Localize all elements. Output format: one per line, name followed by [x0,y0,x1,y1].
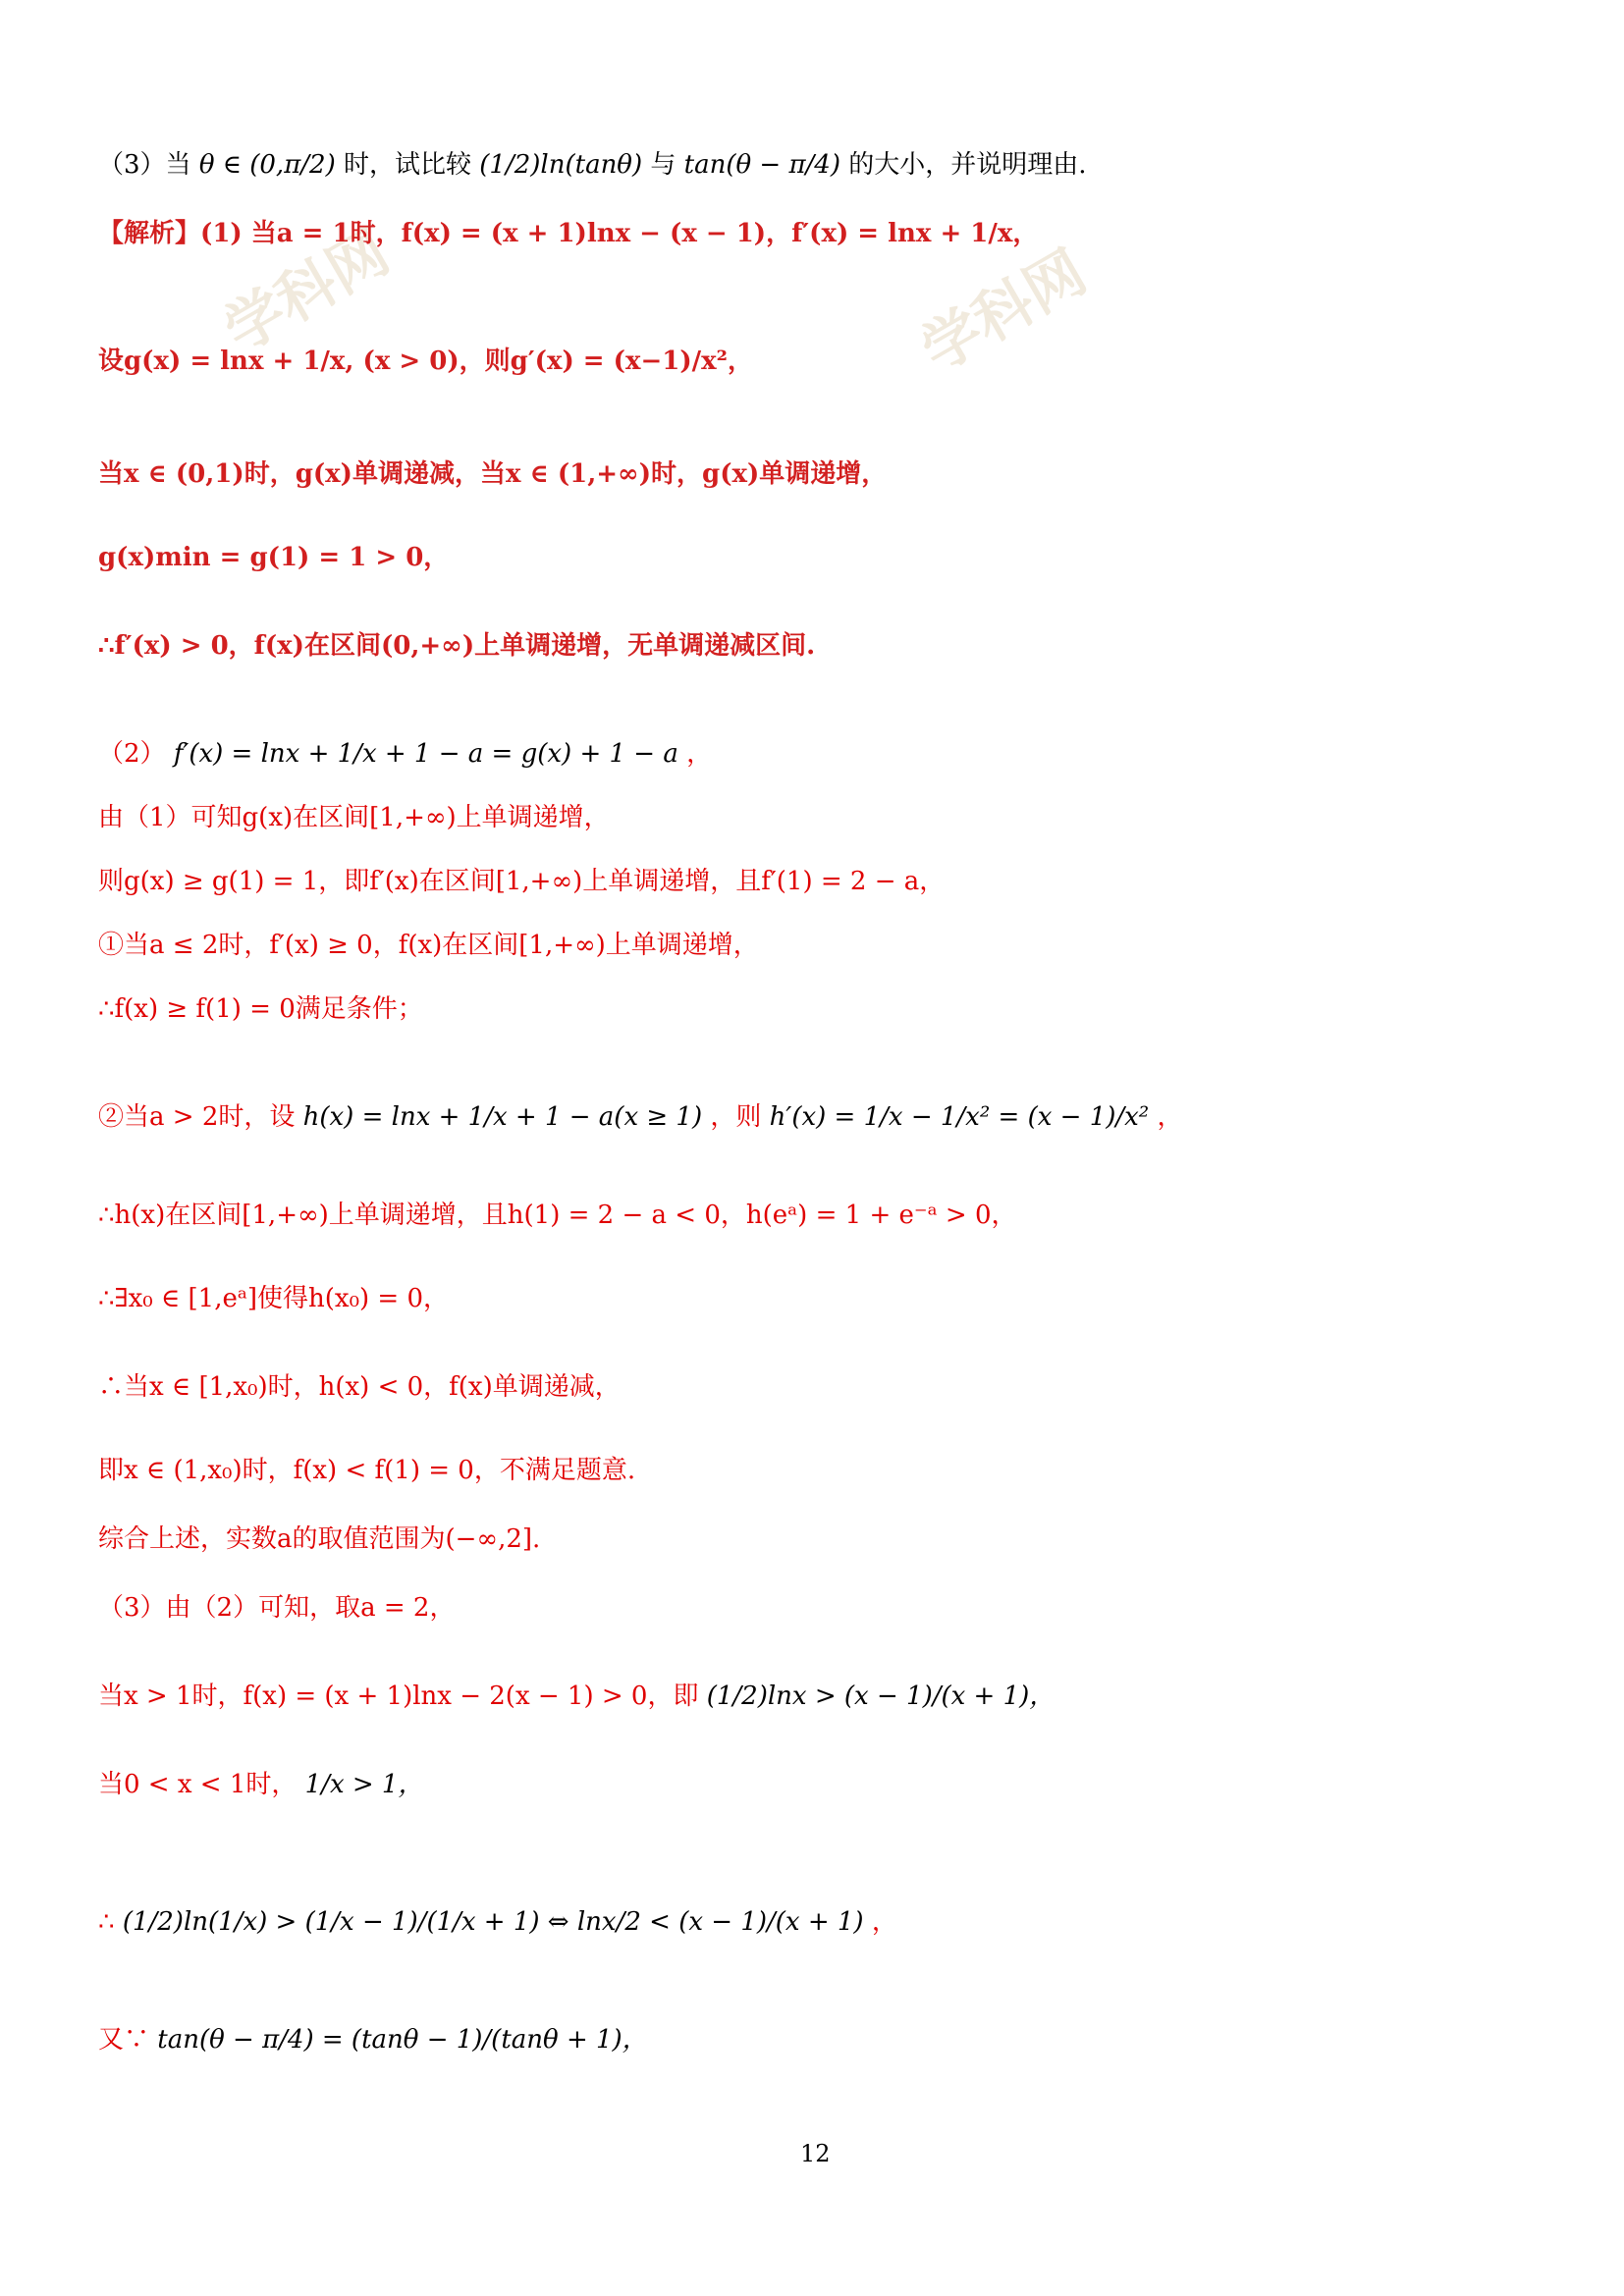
solution-1-line-5: ∴f′(x) > 0，f(x)在区间(0,+∞)上单调递增，无单调递减区间. [98,631,816,661]
sol2-l6-comma: ， [1157,1102,1183,1132]
h-derivative: h′(x) = 1/x − 1/x² = (x − 1)/x² [769,1102,1150,1132]
sol2-line-7: ∴h(x)在区间[1,+∞)上单调递增，且h(1) = 2 − a < 0，h(eᵃ) = 1 + e⁻ᵃ > 0， [98,1201,1017,1230]
because-symbol: 又∵ [98,2025,150,2055]
q3-and: 与 [650,150,677,180]
sol2-line-11: 综合上述，实数a的取值范围为(−∞,2]. [98,1524,541,1554]
sol3-l3-ineq: 1/x > 1， [304,1770,424,1799]
watermark: 学科网 [213,218,401,366]
sol3-line-3 [98,1767,423,1802]
solution-1-line-3: 当x ∈ (0,1)时，g(x)单调递减，当x ∈ (1,+∞)时，g(x)单调递增， [98,459,888,489]
sol2-line-2: 由（1）可知g(x)在区间[1,+∞)上单调递增， [98,803,610,832]
analysis-tag: 【解析】 [98,219,201,248]
sol2-line-3: 则g(x) ≥ g(1) = 1，即f′(x)在区间[1,+∞)上单调递增，且f′(1) = 2 − a， [98,867,946,896]
q3-mid: 时，试比较 [344,150,472,180]
q3-theta-cond: θ ∈ (0,π/2) [198,150,336,180]
sol2-label: （2） [98,739,166,769]
question-3 [98,147,1087,183]
solution-1-line-1 [98,216,1038,251]
therefore-symbol: ∴ [98,1907,115,1937]
solution-1-line-2: 设g(x) = lnx + 1/x, (x > 0)，则g′(x) = (x−1)/x²， [98,347,754,376]
solution-1-line-4: g(x)min = g(1) = 1 > 0， [98,543,450,572]
sol3-line-5 [98,2022,648,2057]
sol2-line-6 [98,1099,1183,1135]
sol2-line-10: 即x ∈ (1,x₀)时，f(x) < f(1) = 0，不满足题意. [98,1456,636,1485]
q3-prefix: （3）当 [98,150,191,180]
q3-suffix: 的大小，并说明理由. [848,150,1087,180]
h-definition: h(x) = lnx + 1/x + 1 − a(x ≥ 1) [302,1102,703,1132]
tan-identity: tan(θ − π/4) = (tanθ − 1)/(tanθ + 1)， [157,2025,648,2055]
sol3-line-2 [98,1679,1055,1714]
case2-intro: ②当a > 2时，设 [98,1102,296,1132]
sol2-line-5: ∴f(x) ≥ f(1) = 0满足条件； [98,994,423,1024]
sol3-l2-text: 当x > 1时，f(x) = (x + 1)lnx − 2(x − 1) > 0，即 [98,1682,699,1711]
sol2-fprime: f′(x) = lnx + 1/x + 1 − a = g(x) + 1 − a [173,739,678,769]
page-number: 12 [800,2140,831,2167]
sol3-l3-text: 当0 < x < 1时， [98,1770,298,1799]
sol2-line-1 [98,736,712,772]
sol2-line-9: ∴当x ∈ [1,x₀)时，h(x) < 0，f(x)单调递减， [98,1372,621,1402]
sol3-l4-equiv: (1/2)ln(1/x) > (1/x − 1)/(1/x + 1) ⇔ lnx/2 < (x − 1)/(x + 1) [122,1907,864,1937]
sol2-line-4: ①当a ≤ 2时，f′(x) ≥ 0，f(x)在区间[1,+∞)上单调递增， [98,931,759,960]
sol3-line-4 [98,1904,897,1940]
sol3-line-1: （3）由（2）可知，取a = 2， [98,1593,456,1623]
sol1-line1-text: (1) 当a = 1时，f(x) = (x + 1)lnx − (x − 1)，f′(x) = lnx + 1/x， [200,219,1039,248]
watermark: 学科网 [910,238,1098,386]
sol3-l2-ineq: (1/2)lnx > (x − 1)/(x + 1)， [706,1682,1056,1711]
sol3-l4-comma: ， [871,1907,897,1937]
sol2-line-8: ∴∃x₀ ∈ [1,eᵃ]使得h(x₀) = 0， [98,1284,449,1313]
q3-expr1: (1/2)ln(tanθ) [479,150,643,180]
q3-expr2: tan(θ − π/4) [683,150,840,180]
then-word: ，则 [710,1102,762,1132]
sol2-comma: ， [686,739,713,769]
